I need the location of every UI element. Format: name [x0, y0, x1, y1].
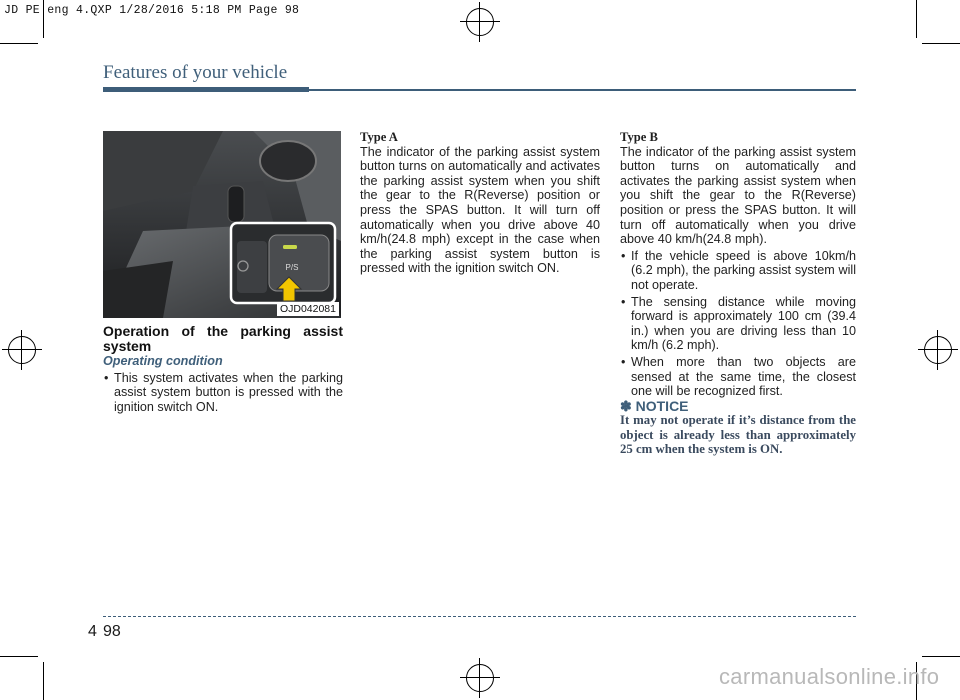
footer-rule — [103, 616, 856, 617]
list-item-text: This system activates when the parking assist system button is pressed with the ignition switch ON. — [114, 370, 343, 414]
list-item-text: The sensing distance while moving forward is approximately 100 cm (39.4 in.) when you are driving less than 10 km/h (6.2 mph). — [631, 294, 856, 353]
list-item: • This system activates when the parking assist system button is pressed with the ignition switch ON. — [104, 370, 343, 414]
list-item: • When more than two objects are sensed at the same time, the closest one will be recognized first. — [621, 354, 856, 399]
list-item: • If the vehicle speed is above 10km/h (6.2 mph), the parking assist system will not operate. — [621, 248, 856, 292]
registration-mark-right — [918, 330, 958, 370]
page-header-title: Features of your vehicle — [103, 62, 288, 83]
notice-title — [620, 399, 856, 414]
type-a-heading: Type A — [360, 130, 398, 144]
registration-mark-top — [460, 2, 500, 42]
section-number: 4 — [88, 623, 97, 640]
type-b-body: The indicator of the parking assist system button turns on automatically and activates the parking assist system when you shift the gear to the R(Reverse) position or press the SPAS button. It will turn off automatically when you drive above 40 km/h(24.8 mph). — [620, 144, 856, 247]
type-a-body: The indicator of the parking assist system button turns on automatically and activates the parking assist system when you shift the gear to the R(Reverse) position or press the SPAS button. It will turn off automatically when you drive above 40 km/h(24.8 mph) except in the case when the parking assist system button is pressed with the ignition switch ON. — [360, 144, 600, 276]
watermark: carmanualsonline.info — [719, 664, 940, 689]
registration-mark-left — [2, 330, 42, 370]
console-photo — [103, 131, 341, 318]
list-item: • The sensing distance while moving forward is approximately 100 cm (39.4 in.) when you are driving less than 10 km/h (6.2 mph). — [621, 294, 856, 353]
registration-mark-bottom — [460, 658, 500, 698]
button-label: P/S — [285, 263, 299, 272]
type-b-heading: Type B — [620, 130, 658, 144]
list-item-text: When more than two objects are sensed at the same time, the closest one will be recognized first. — [631, 354, 856, 399]
list-item-text: If the vehicle speed is above 10km/h (6.2 mph), the parking assist system will not operate. — [631, 248, 856, 292]
console-illustration — [103, 131, 341, 318]
left-column — [103, 324, 343, 414]
notice-body: It may not operate if it’s distance from the object is already less than approximately 25 cm when the system is ON. — [620, 413, 856, 457]
header-rule-thin — [309, 89, 856, 91]
photo-caption: OJD042081 — [277, 302, 339, 316]
page-number: 98 — [103, 623, 121, 640]
notice-icon: ✽ — [620, 397, 632, 414]
print-slug: JD PE eng 4.QXP 1/28/2016 5:18 PM Page 98 — [4, 4, 300, 17]
notice-title-text: NOTICE — [635, 397, 689, 414]
section-heading: Operation of the parking assist system — [103, 323, 343, 354]
header-rule — [103, 87, 309, 92]
middle-column — [360, 130, 600, 276]
right-column — [620, 130, 856, 457]
subheading: Operating condition — [103, 354, 223, 368]
